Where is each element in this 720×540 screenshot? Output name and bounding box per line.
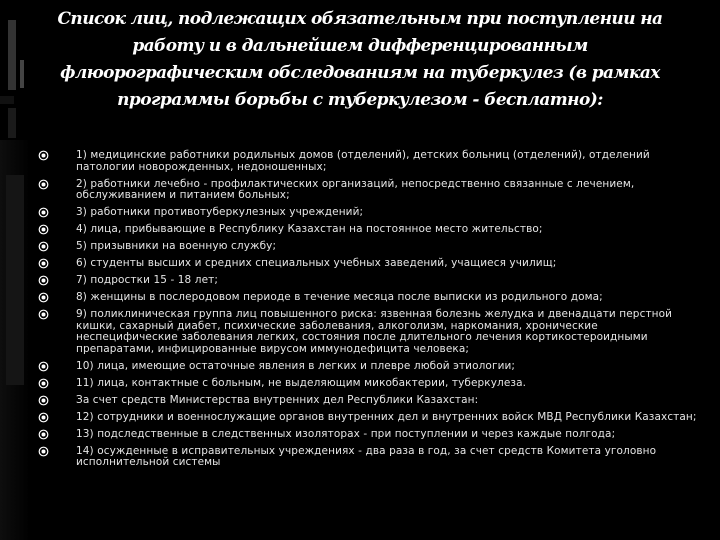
radio-bullet-icon [38, 309, 49, 320]
list-item-text: 4) лица, прибывающие в Республику Казахстан на постоянное место жительство; [76, 223, 543, 235]
bullet-list [0, 150, 720, 474]
list-item-text: 8) женщины в послеродовом периоде в течение месяца после выписки из родильного дома; [76, 291, 603, 303]
list-item [0, 179, 720, 202]
list-item-text: 9) поликлиническая группа лиц повышенного риска: язвенная болезнь желудка и двенадцати перстной кишки, сахарный диабет, психические заболевания, алкоголизм, наркомания, хронические неспецифические заболевания легких, состояния после длительного лечения кортикостероидными препаратами, инфицированные вирусом иммунодефицита человека; [76, 308, 673, 355]
list-item-text: За счет средств Министерства внутренних дел Республики Казахстан: [76, 393, 479, 406]
radio-bullet-icon [38, 224, 49, 235]
list-item [0, 361, 720, 373]
list-item-text: 12) сотрудники и военнослужащие органов внутренних дел и внутренних войск МВД Республики Казахстан; [76, 410, 697, 423]
radio-bullet-icon [38, 378, 49, 389]
list-item-text: 1) медицинские работники родильных домов (отделений), детских больниц (отделений), отделений патологии новорожденных, недоношенных; [76, 149, 650, 173]
list-item-text: 6) студенты высших и средних специальных учебных заведений, учащиеся училищ; [76, 257, 557, 269]
slide-title: Список лиц, подлежащих обязательным при поступлении на работу и в дальнейшем дифференцированным флюорографическим обследованиям на туберкулез (в рамках программы борьбы с туберкулезом - бесплатно): [57, 9, 663, 110]
radio-bullet-icon [38, 395, 49, 406]
radio-bullet-icon [38, 179, 49, 190]
list-item [0, 446, 720, 469]
list-item [0, 150, 720, 173]
radio-bullet-icon [38, 292, 49, 303]
list-item-text: 13) подследственные в следственных изоляторах - при поступлении и через каждые полгода; [76, 427, 616, 440]
list-item-text: 10) лица, имеющие остаточные явления в легких и плевре любой этиологии; [76, 359, 516, 372]
decor-bar [8, 20, 16, 90]
radio-bullet-icon [38, 446, 49, 457]
radio-bullet-icon [38, 150, 49, 161]
radio-bullet-icon [38, 258, 49, 269]
radio-bullet-icon [38, 412, 49, 423]
radio-bullet-icon [38, 361, 49, 372]
list-item [0, 258, 720, 270]
list-item-text: 3) работники противотуберкулезных учреждений; [76, 206, 364, 218]
list-item [0, 224, 720, 236]
list-item [0, 309, 720, 355]
list-item-text: 7) подростки 15 - 18 лет; [76, 274, 218, 286]
radio-bullet-icon [38, 207, 49, 218]
list-item-text: 5) призывники на военную службу; [76, 240, 277, 252]
list-item [0, 429, 720, 441]
list-item-text: 14) осужденные в исправительных учреждениях - два раза в год, за счет средств Комитета уголовно исполнительной системы [76, 444, 657, 468]
list-item [0, 275, 720, 287]
decor-bar [0, 96, 14, 104]
radio-bullet-icon [38, 429, 49, 440]
decor-bar [20, 60, 24, 88]
list-item [0, 395, 720, 407]
radio-bullet-icon [38, 275, 49, 286]
list-item-text: 11) лица, контактные с больным, не выделяющим микобактерии, туберкулеза. [76, 376, 527, 389]
list-item [0, 241, 720, 253]
list-item [0, 412, 720, 424]
radio-bullet-icon [38, 241, 49, 252]
list-item [0, 207, 720, 219]
list-item [0, 378, 720, 390]
list-item-text: 2) работники лечебно - профилактических организаций, непосредственно связанные с лечением, обслуживанием и питанием больных; [76, 177, 635, 201]
decor-bar [8, 108, 16, 138]
list-item [0, 292, 720, 304]
